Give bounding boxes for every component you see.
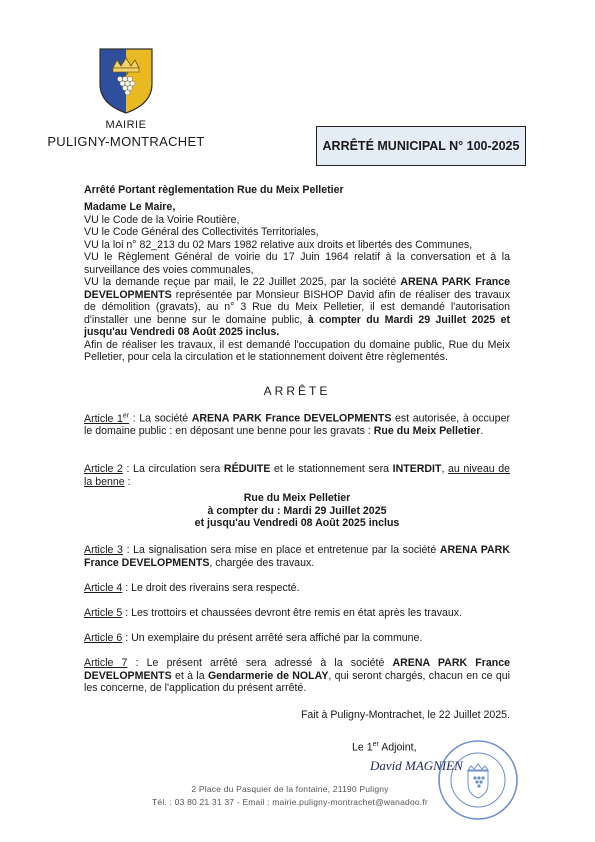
signatory-title: Le 1er Adjoint, [352, 741, 417, 754]
vu-clause: VU le Code de la Voirie Routière, [84, 213, 240, 226]
gendarmerie-name: Gendarmerie de NOLAY [207, 669, 329, 682]
place-date: Fait à Puligny-Montrachet, le 22 Juillet 2025. [300, 709, 510, 721]
article-text: : Un exemplaire du présent arrêté sera affiché par la commune. [122, 632, 423, 644]
company-name: ARENA PARK France DEVELOPMENTS [84, 657, 510, 682]
article-text: , chargée des travaux. [209, 556, 315, 569]
mairie-label: MAIRIE [105, 119, 147, 131]
vu-request-text: VU la demande reçue par mail, le 22 Juillet 2025, par la société [84, 276, 401, 288]
traffic-status: RÉDUITE [223, 463, 271, 475]
decree-subject: Arrêté Portant règlementation Rue du Meix Pelletier [84, 184, 344, 196]
municipal-stamp [436, 738, 520, 822]
preamble [84, 201, 510, 364]
article-label: Article 5 [84, 607, 123, 619]
article-label: Article 1er [84, 412, 130, 425]
article-text: : [124, 475, 131, 488]
article-text: et à la [171, 669, 208, 682]
article-1 [84, 410, 510, 438]
article-text: . [480, 425, 484, 438]
vu-request-text: représentée par Monsieur BISHOP David afin de réaliser des travaux de démolition (gravats), au n° 3 Rue du Meix Pelletier, il est demandé l'autorisation d'installer une benne sur le domaine public, [84, 288, 510, 326]
company-name: ARENA PARK France DEVELOPMENTS [84, 544, 510, 569]
article-text: est autorisée, à occuper le domaine public : en déposant une benne pour les gravats : [84, 412, 510, 438]
arrete-heading: ARRÊTE [263, 384, 331, 398]
article-text: : Les trottoirs et chaussées devront être remis en état après les travaux. [122, 607, 463, 619]
vu-clause: VU le Code Général des Collectivités Territoriales, [84, 226, 319, 238]
article-label: Article 4 [84, 582, 123, 594]
decree-title-text: ARRÊTÉ MUNICIPAL N° 100-2025 [322, 139, 520, 153]
article-text: : Le présent arrêté sera adressé à la société [127, 657, 393, 669]
article-label: Article 7 [84, 657, 128, 669]
restriction-start: à compter du : Mardi 29 Juillet 2025 [207, 504, 387, 517]
vu-clause: VU le Règlement Général de voirie du 17 Juin 1964 relatif à la conversation et à la surveillance des voies communales, [84, 251, 510, 276]
article-3 [84, 544, 510, 569]
vu-clause-request [84, 276, 510, 339]
article-6 [84, 632, 510, 645]
article-text: , [441, 463, 449, 475]
article-text: : Le droit des riverains sera respecté. [122, 582, 300, 594]
parking-status: INTERDIT [392, 463, 442, 475]
coat-of-arms-logo [97, 46, 155, 116]
article-5 [84, 607, 510, 620]
commune-name: PULIGNY-MONTRACHET [47, 134, 205, 149]
article-text: : La société [129, 412, 192, 425]
article-text: : La circulation sera [122, 463, 224, 475]
location-text: au niveau de la benne [84, 463, 511, 488]
footer-address: 2 Place du Pasquier de la fontaine, 21190 Puligny [191, 784, 389, 794]
company-name: ARENA PARK France DEVELOPMENTS [191, 412, 392, 425]
article-text: : La signalisation sera mise en place et entretenue par la société [122, 544, 440, 556]
article-4 [84, 582, 510, 595]
considerant: Afin de réaliser les travaux, il est demandé l'occupation du domaine public, Rue du Meix Pelletier, pour cela la circulation et le stationnement doivent être règlementés. [84, 338, 510, 363]
decree-title [316, 126, 526, 166]
article-text: et le stationnement sera [270, 463, 393, 475]
vu-clause: VU la loi n° 82_213 du 02 Mars 1982 relative aux droits et libertés des Communes, [84, 238, 473, 251]
restriction-street: Rue du Meix Pelletier [243, 492, 351, 504]
salutation: Madame Le Maire, [84, 201, 176, 213]
footer-contact: Tél. : 03 80 21 31 37 - Email : mairie.puligny-montrachet@wanadoo.fr [152, 797, 428, 807]
article-label: Article 2 [84, 463, 123, 475]
article-label: Article 3 [84, 544, 123, 556]
article-label: Article 6 [84, 632, 123, 644]
company-name: ARENA PARK France DEVELOPMENTS [84, 276, 510, 301]
street-name: Rue du Meix Pelletier [373, 425, 481, 438]
signatory-name [370, 758, 463, 774]
request-dates: à compter du Mardi 29 Juillet 2025 et jusqu'au Vendredi 08 Août 2025 inclus. [84, 313, 510, 338]
article-7 [84, 657, 510, 695]
restriction-end: et jusqu'au Vendredi 08 Août 2025 inclus [194, 517, 400, 529]
article-text: , qui seront chargés, chacun en ce qui les concerne, de l'application du présent arrêté. [84, 669, 510, 694]
signature-text: David MAGNIEN [370, 758, 463, 773]
article-2 [84, 463, 510, 530]
